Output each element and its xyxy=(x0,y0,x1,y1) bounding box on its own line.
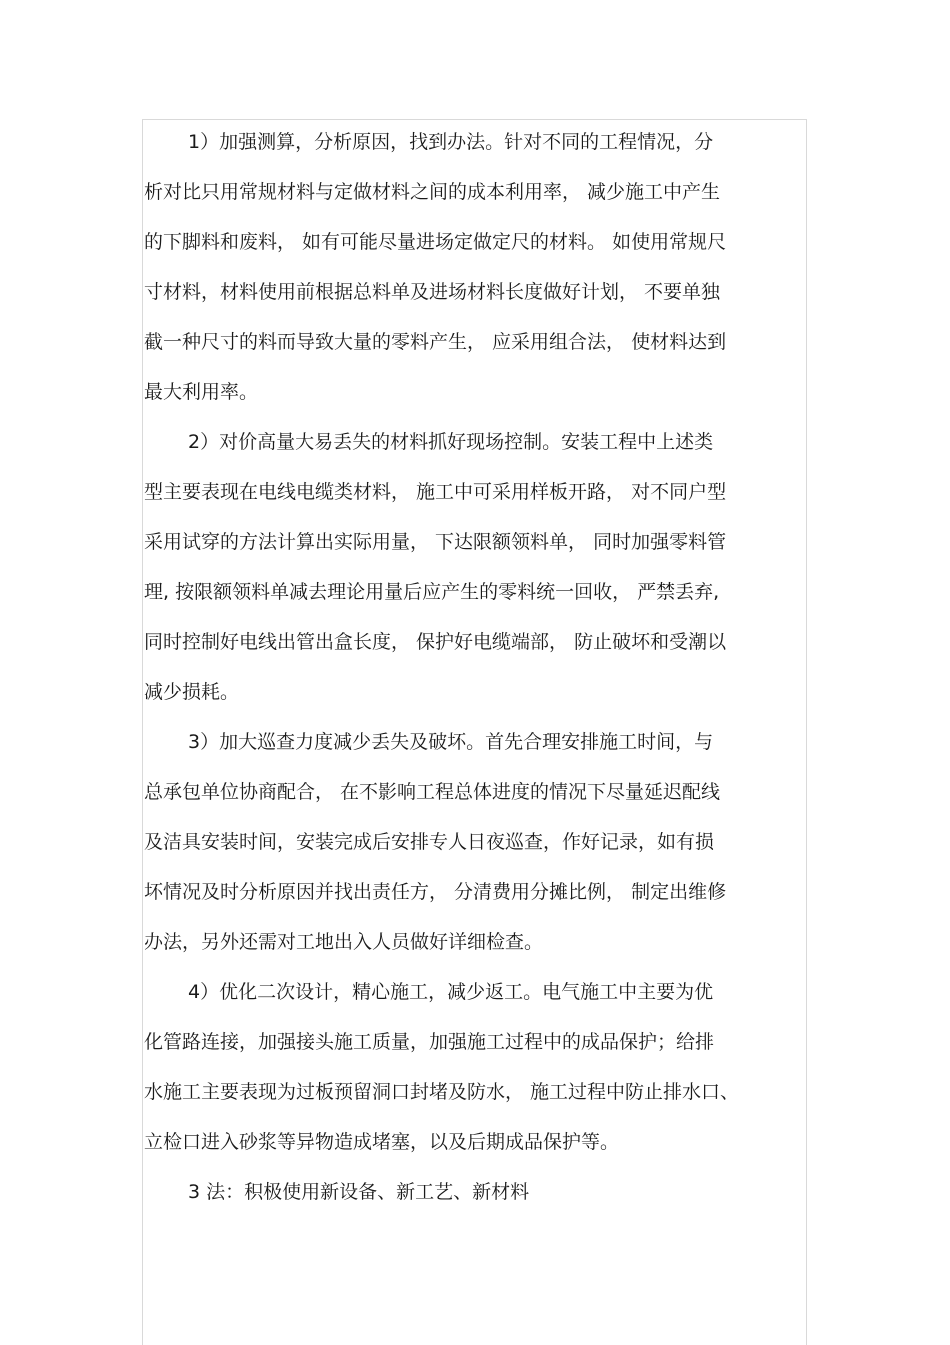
text-line-2: 析对比只用常规材料与定做材料之间的成本利用率， 减少施工中产生 xyxy=(144,181,721,203)
text-line-20: 水施工主要表现为过板预留洞口封堵及防水， 施工过程中防止排水口、 xyxy=(144,1081,740,1103)
text-line-15: 及洁具安装时间，安装完成后安排专人日夜巡查，作好记录，如有损 xyxy=(144,831,715,853)
text-line-5: 截一种尺寸的料而导致大量的零料产生， 应采用组合法， 使材料达到 xyxy=(144,331,727,353)
text-line-8: 型主要表现在电线电缆类材料， 施工中可采用样板开路， 对不同户型 xyxy=(144,481,727,503)
text-line-17: 办法，另外还需对工地出入人员做好详细检查。 xyxy=(144,931,544,953)
text-line-7: 2）对价高量大易丢失的材料抓好现场控制。安装工程中上述类 xyxy=(188,431,714,453)
text-line-18: 4）优化二次设计，精心施工，减少返工。电气施工中主要为优 xyxy=(188,981,714,1003)
text-line-6: 最大利用率。 xyxy=(144,381,259,403)
text-line-12: 减少损耗。 xyxy=(144,681,240,703)
text-line-21: 立检口进入砂浆等异物造成堵塞，以及后期成品保护等。 xyxy=(144,1131,620,1153)
text-line-16: 坏情况及时分析原因并找出责任方， 分清费用分摊比例， 制定出维修 xyxy=(144,881,727,903)
text-line-19: 化管路连接，加强接头施工质量，加强施工过程中的成品保护；给排 xyxy=(144,1031,715,1053)
text-line-3: 的下脚料和废料， 如有可能尽量进场定做定尺的材料。 如使用常规尺 xyxy=(144,231,727,253)
text-line-9: 采用试穿的方法计算出实际用量， 下达限额领料单， 同时加强零料管 xyxy=(144,531,727,553)
text-line-4: 寸材料，材料使用前根据总料单及进场材料长度做好计划， 不要单独 xyxy=(144,281,721,303)
section-heading: 3 法：积极使用新设备、新工艺、新材料 xyxy=(188,1181,530,1203)
text-line-10: 理, 按限额领料单减去理论用量后应产生的零料统一回收， 严禁丢弃, xyxy=(144,581,720,603)
text-line-14: 总承包单位协商配合， 在不影响工程总体进度的情况下尽量延迟配线 xyxy=(144,781,721,803)
text-line-11: 同时控制好电线出管出盒长度， 保护好电缆端部， 防止破坏和受潮以 xyxy=(144,631,727,653)
text-line-13: 3）加大巡查力度减少丢失及破坏。首先合理安排施工时间，与 xyxy=(188,731,714,753)
text-line-1: 1）加强测算，分析原因，找到办法。针对不同的工程情况，分 xyxy=(188,131,714,153)
document-body xyxy=(144,117,806,1217)
